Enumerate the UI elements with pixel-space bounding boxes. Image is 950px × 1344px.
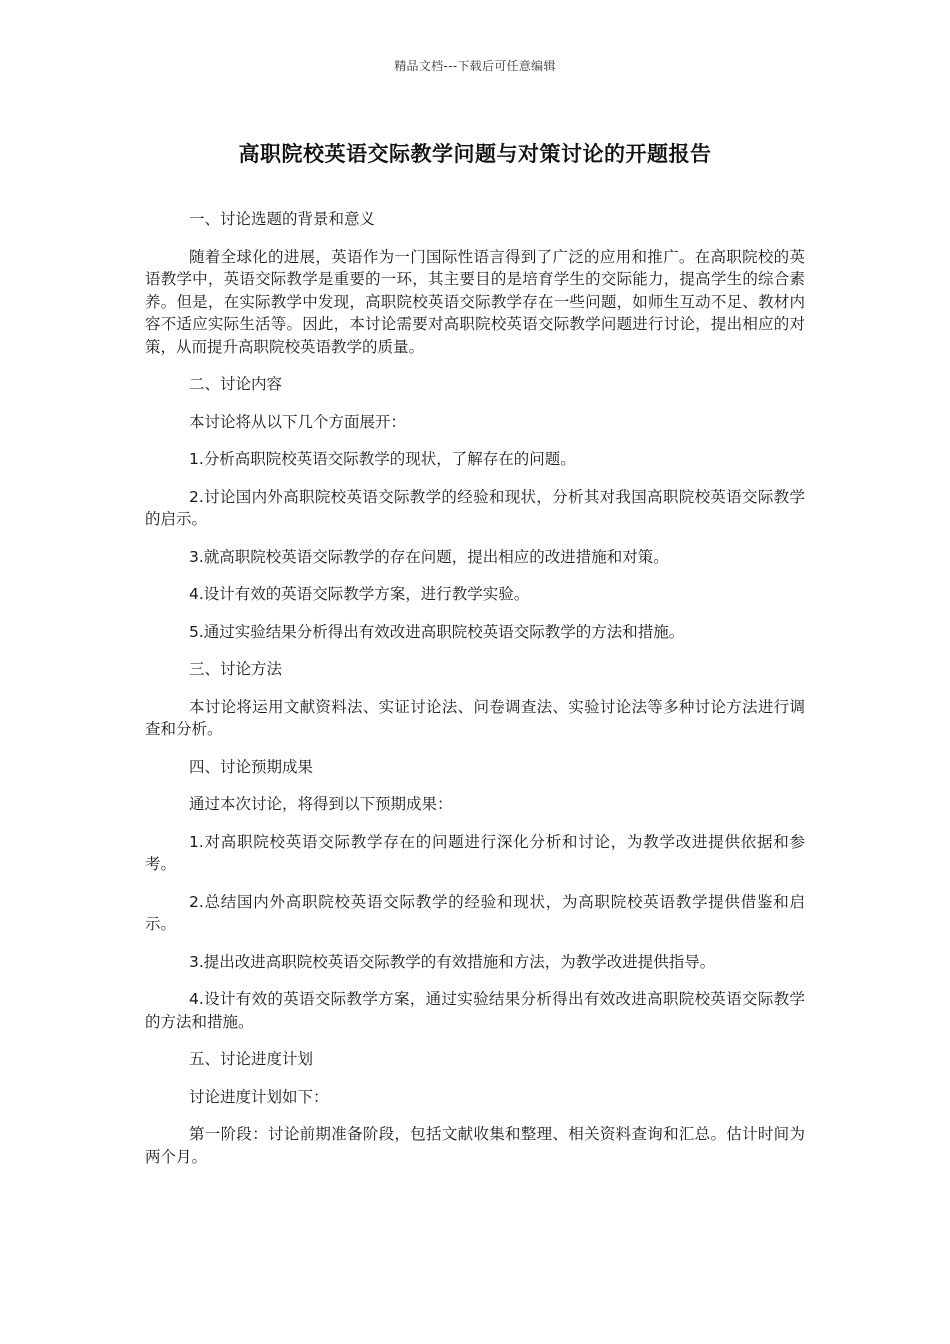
list-item-outcome-4: 4.设计有效的英语交际教学方案，通过实验结果分析得出有效改进高职院校英语交际教学的方法和措施。	[145, 990, 805, 1031]
paragraph-schedule-intro: 讨论进度计划如下：	[189, 1087, 329, 1106]
paragraph-background: 随着全球化的进展，英语作为一门国际性语言得到了广泛的应用和推广。在高职院校的英语教学中，英语交际教学是重要的一环，其主要目的是培育学生的交际能力，提高学生的综合素养。但是，在实际教学中发现，高职院校英语交际教学存在一些问题，如师生互动不足、教材内容不适应实际生活等。因此，本讨论需要对高职院校英语交际教学问题进行讨论，提出相应的对策，从而提升高职院校英语教学的质量。	[145, 247, 805, 356]
paragraph-schedule-phase-1: 第一阶段：讨论前期准备阶段，包括文献收集和整理、相关资料查询和汇总。估计时间为两个月。	[145, 1125, 805, 1166]
document-title: 高职院校英语交际教学问题与对策讨论的开题报告	[238, 142, 712, 166]
list-item-content-2: 2.讨论国内外高职院校英语交际教学的经验和现状，分析其对我国高职院校英语交际教学的启示。	[145, 487, 805, 528]
paragraph-content-intro: 本讨论将从以下几个方面展开：	[189, 412, 407, 431]
section-heading-background: 一、讨论选题的背景和意义	[189, 210, 376, 228]
list-item-content-3: 3.就高职院校英语交际教学的存在问题，提出相应的改进措施和对策。	[189, 547, 669, 566]
section-heading-methods: 三、讨论方法	[189, 660, 283, 678]
section-heading-content: 二、讨论内容	[189, 375, 283, 393]
section-heading-schedule: 五、讨论进度计划	[189, 1050, 314, 1068]
list-item-outcome-3: 3.提出改进高职院校英语交际教学的有效措施和方法，为教学改进提供指导。	[189, 952, 716, 971]
list-item-content-1: 1.分析高职院校英语交际教学的现状，了解存在的问题。	[189, 450, 576, 468]
list-item-content-4: 4.设计有效的英语交际教学方案，进行教学实验。	[189, 585, 530, 603]
document-body	[145, 208, 805, 1183]
section-heading-outcomes: 四、讨论预期成果	[189, 757, 314, 776]
list-item-outcome-2: 2.总结国内外高职院校英语交际教学的经验和现状，为高职院校英语教学提供借鉴和启示。	[145, 892, 805, 933]
list-item-outcome-1: 1.对高职院校英语交际教学存在的问题进行深化分析和讨论，为教学改进提供依据和参考。	[145, 832, 805, 873]
header-note: 精品文档---下载后可任意编辑	[394, 59, 556, 73]
paragraph-methods: 本讨论将运用文献资料法、实证讨论法、问卷调查法、实验讨论法等多种讨论方法进行调查和分析。	[145, 697, 805, 738]
list-item-content-5: 5.通过实验结果分析得出有效改进高职院校英语交际教学的方法和措施。	[189, 622, 685, 641]
paragraph-outcomes-intro: 通过本次讨论，将得到以下预期成果：	[189, 795, 453, 813]
